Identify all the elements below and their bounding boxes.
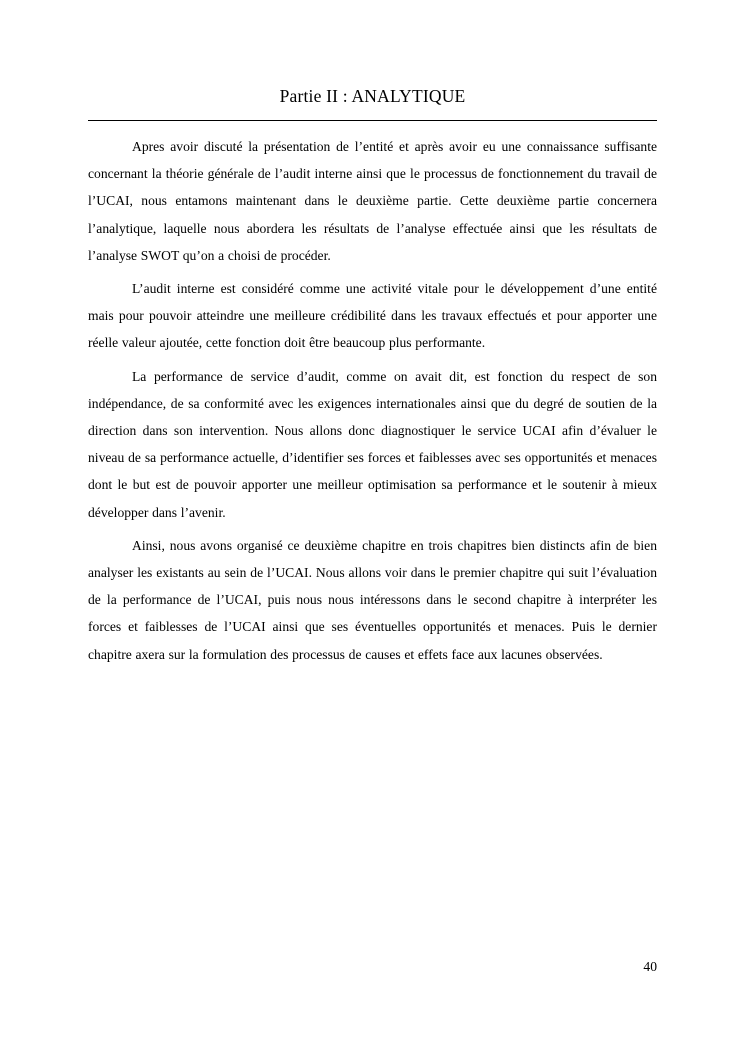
title-divider bbox=[88, 120, 657, 121]
page-title: Partie II : ANALYTIQUE bbox=[279, 86, 466, 106]
paragraph-1: Apres avoir discuté la présentation de l’entité et après avoir eu une connaissance suffisante concernant la théorie générale de l’audit interne ainsi que le processus de fonctionnement du travail de l’UCAI, nous entamons maintenant dans le deuxième partie. Cette deuxième partie concernera l’analytique, laquelle nous abordera les résultats de l’analyse effectuée ainsi que les résultats de l’analyse SWOT qu’on a choisi de procéder. bbox=[88, 139, 657, 263]
body-text bbox=[88, 133, 657, 674]
paragraph-2: L’audit interne est considéré comme une activité vitale pour le développement d’une entité mais pour pouvoir atteindre une meilleure crédibilité dans les travaux effectués et pour apporter une réelle valeur ajoutée, cette fonction doit être beaucoup plus performante. bbox=[88, 281, 657, 351]
paragraph-3: La performance de service d’audit, comme on avait dit, est fonction du respect de son indépendance, de sa conformité avec les exigences internationales ainsi que du degré de soutien de la direction dans son intervention. Nous allons donc diagnostiquer le service UCAI afin d’évaluer le niveau de sa performance actuelle, d’identifier ses forces et faiblesses avec ses opportunités et menaces dont le but est de pouvoir apporter une meilleur optimisation sa performance et le soutenir à mieux développer dans l’avenir. bbox=[88, 368, 657, 520]
page-number: 40 bbox=[643, 959, 657, 974]
paragraph-4: Ainsi, nous avons organisé ce deuxième chapitre en trois chapitres bien distincts afin de bien analyser les existants au sein de l’UCAI. Nous allons voir dans le premier chapitre qui suit l’évaluation de la performance de l’UCAI, puis nous nous intéressons dans le second chapitre à interpréter les forces et faiblesses de l’UCAI ainsi que ses éventuelles opportunités et menaces. Puis le dernier chapitre axera sur la formulation des processus de causes et effets face aux lacunes observées. bbox=[88, 537, 657, 662]
